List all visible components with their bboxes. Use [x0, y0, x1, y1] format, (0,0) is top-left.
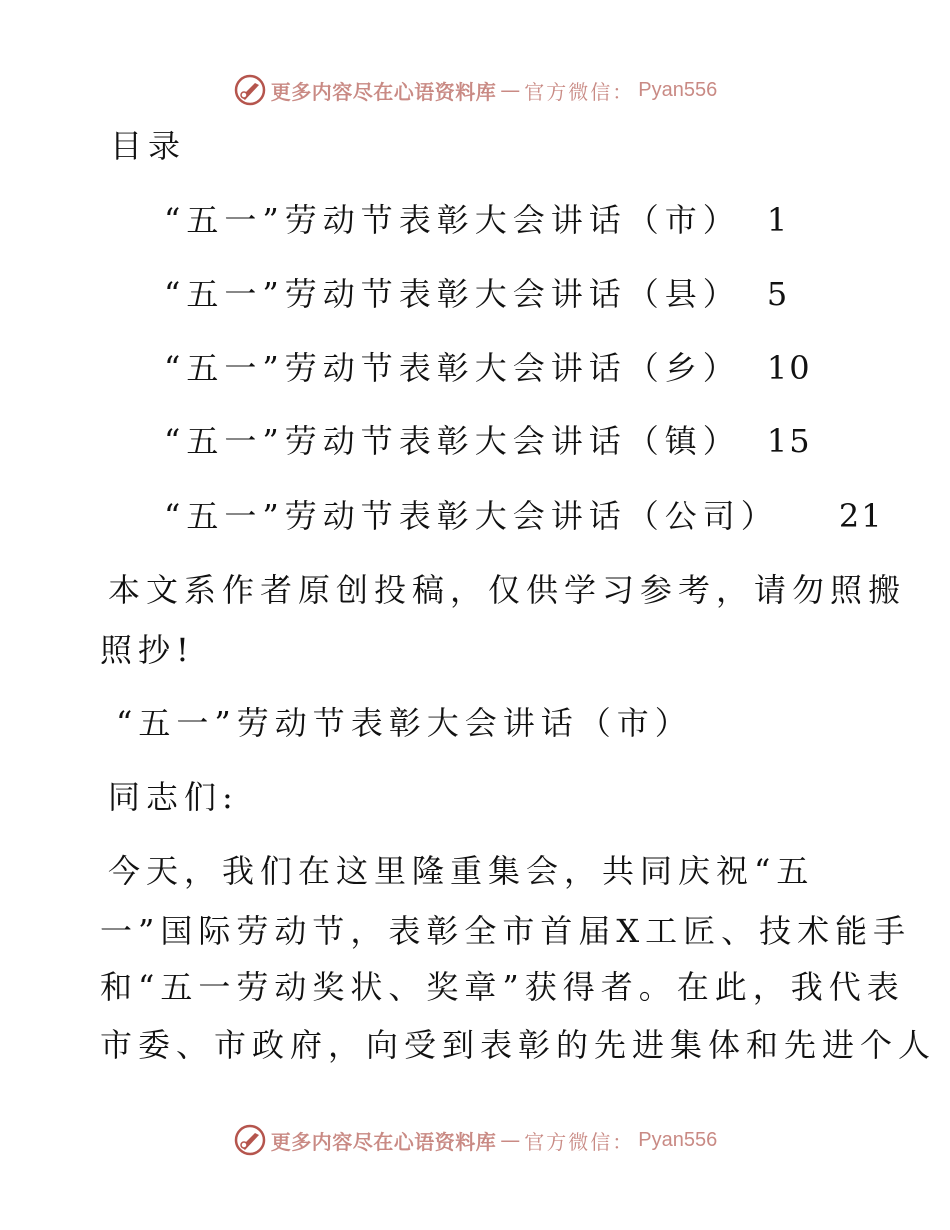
toc-item-page: 1 [766, 201, 790, 239]
toc-item-label: “五一”劳动节表彰大会讲话（县） [164, 275, 741, 313]
body-line: 和“五一劳动奖状、奖章”获得者。在此，我代表 [100, 968, 905, 1006]
toc-item-label: “五一”劳动节表彰大会讲话（市） [164, 201, 741, 239]
footer-watermark [0, 1120, 950, 1160]
toc-item-page: 15 [766, 422, 812, 460]
notice-line: 照抄! [100, 631, 195, 669]
toc-item-page: 10 [766, 349, 812, 387]
body-line: 一”国际劳动节，表彰全市首届X工匠、技术能手 [100, 912, 912, 950]
notice-line: 本文系作者原创投稿，仅供学习参考，请勿照搬 [108, 571, 907, 609]
watermark-sub-text: 官方微信： [524, 1129, 635, 1154]
toc-item[interactable] [164, 200, 789, 240]
watermark-sub-text: 官方微信： [524, 79, 635, 104]
toc-item[interactable] [164, 348, 812, 388]
toc-item-label: “五一”劳动节表彰大会讲话（乡） [164, 349, 741, 387]
toc-item-page: 21 [838, 497, 884, 535]
pen-logo-icon [233, 1123, 267, 1157]
watermark-main-text: 更多内容尽在心语资料库 [270, 79, 497, 104]
watermark-main-text: 更多内容尽在心语资料库 [270, 1129, 497, 1154]
salutation: 同志们: [108, 778, 239, 816]
toc-item[interactable] [164, 421, 812, 461]
watermark-wechat-id: Pyan556 [638, 1128, 718, 1151]
toc-item-label: “五一”劳动节表彰大会讲话（公司） [164, 497, 779, 535]
toc-item[interactable] [164, 496, 884, 536]
article-title: “五一”劳动节表彰大会讲话（市） [116, 704, 693, 742]
watermark-wechat-id: Pyan556 [638, 78, 718, 101]
watermark-dash: — [500, 1128, 521, 1152]
pen-logo-icon [233, 73, 267, 107]
header-watermark [0, 70, 950, 110]
toc-item-page: 5 [766, 275, 790, 313]
body-line: 今天，我们在这里隆重集会，共同庆祝“五 [108, 852, 815, 890]
toc-item-label: “五一”劳动节表彰大会讲话（镇） [164, 422, 741, 460]
toc-item[interactable] [164, 274, 789, 314]
body-line: 市委、市政府，向受到表彰的先进集体和先进个人 [100, 1026, 937, 1064]
toc-title: 目录 [110, 127, 187, 165]
watermark-dash: — [500, 78, 521, 102]
